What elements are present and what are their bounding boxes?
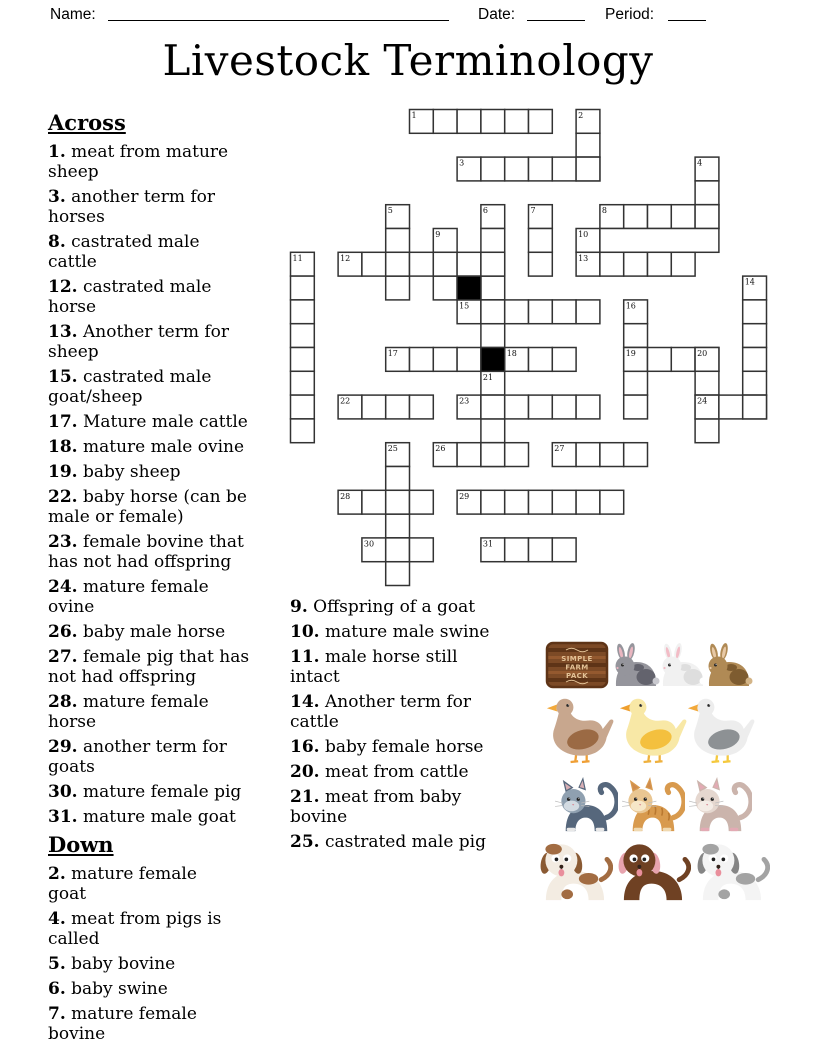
- clue-number: 21.: [290, 787, 320, 807]
- date-label: Date:: [478, 6, 516, 23]
- clue-across-15: 15. castrated male goat/sheep: [48, 367, 212, 407]
- clue-number: 4.: [48, 909, 66, 929]
- clue-number: 15.: [48, 367, 78, 387]
- svg-text:21: 21: [482, 372, 494, 382]
- yellow-duck-image: [618, 694, 690, 766]
- svg-text:PACK: PACK: [565, 672, 589, 680]
- clue-number: 13.: [48, 322, 78, 342]
- svg-text:17: 17: [387, 349, 398, 358]
- name-label: Name:: [50, 6, 96, 23]
- clue-across-1: 1. meat from mature sheep: [48, 142, 229, 182]
- clue-down-5: 5. baby bovine: [48, 954, 176, 974]
- clue-number: 31.: [48, 807, 78, 827]
- clue-across-30: 30. mature female pig: [48, 782, 242, 802]
- white-gray-dog-image: [692, 839, 770, 903]
- clue-across-22: 22. baby horse (can be male or female): [48, 487, 247, 527]
- clue-down-20: 20. meat from cattle: [290, 762, 469, 782]
- svg-text:29: 29: [459, 491, 470, 501]
- clue-number: 27.: [48, 647, 78, 667]
- pink-spotted-cat-image: [688, 776, 752, 834]
- clue-number: 24.: [48, 577, 78, 597]
- clue-across-17: 17. Mature male cattle: [48, 412, 248, 432]
- clue-across-12: 12. castrated male horse: [48, 277, 212, 317]
- gray-rabbit-image: [610, 643, 660, 687]
- brown-rabbit-image: [703, 643, 753, 687]
- clues-left-column: [48, 110, 250, 1049]
- clue-down-25: 25. castrated male pig: [290, 832, 486, 852]
- svg-text:8: 8: [601, 206, 607, 216]
- date-blank-line: [527, 20, 585, 21]
- clue-down-10: 10. mature male swine: [290, 622, 490, 642]
- svg-text:2: 2: [578, 111, 584, 120]
- clue-down-4: 4. meat from pigs is called: [48, 909, 222, 949]
- svg-text:6: 6: [482, 206, 488, 216]
- clue-number: 25.: [290, 832, 320, 852]
- clue-across-29: 29. another term for goats: [48, 737, 227, 777]
- clues-middle-column: [290, 597, 500, 857]
- svg-text:27: 27: [554, 444, 565, 454]
- clue-down-6: 6. baby swine: [48, 979, 168, 999]
- clue-number: 12.: [48, 277, 78, 297]
- clue-number: 9.: [290, 597, 308, 617]
- clue-across-31: 31. mature male goat: [48, 807, 236, 827]
- brown-white-dog-image: [535, 839, 613, 903]
- clue-number: 6.: [48, 979, 66, 999]
- svg-text:20: 20: [697, 349, 708, 358]
- white-goose-image: [686, 694, 758, 766]
- clue-number: 11.: [290, 647, 320, 667]
- svg-text:24: 24: [697, 396, 708, 406]
- clue-number: 28.: [48, 692, 78, 712]
- clue-number: 20.: [290, 762, 320, 782]
- period-label: Period:: [605, 6, 655, 23]
- svg-text:16: 16: [625, 301, 636, 311]
- clue-number: 19.: [48, 462, 78, 482]
- clue-down-9: 9. Offspring of a goat: [290, 597, 476, 617]
- clue-across-3: 3. another term for horses: [48, 187, 216, 227]
- clue-number: 26.: [48, 622, 78, 642]
- svg-text:1: 1: [411, 111, 417, 120]
- clue-number: 1.: [48, 142, 66, 162]
- svg-text:22: 22: [340, 396, 351, 406]
- clue-across-19: 19. baby sheep: [48, 462, 181, 482]
- down-heading: Down: [48, 832, 114, 857]
- worksheet-title: Livestock Terminology: [162, 36, 654, 85]
- clue-number: 2.: [48, 864, 66, 884]
- clue-number: 3.: [48, 187, 66, 207]
- clue-down-11: 11. male horse still intact: [290, 647, 458, 687]
- period-blank-line: [668, 20, 706, 21]
- clue-number: 7.: [48, 1004, 66, 1024]
- clue-number: 8.: [48, 232, 66, 252]
- svg-text:31: 31: [482, 539, 494, 549]
- gray-cat-image: [554, 776, 618, 834]
- svg-text:7: 7: [530, 206, 536, 216]
- clue-across-8: 8. castrated male cattle: [48, 232, 200, 272]
- clue-number: 16.: [290, 737, 320, 757]
- clue-number: 5.: [48, 954, 66, 974]
- across-heading: Across: [48, 110, 126, 135]
- clue-number: 17.: [48, 412, 78, 432]
- clue-down-7: 7. mature female bovine: [48, 1004, 197, 1044]
- brown-duck-image: [545, 694, 617, 766]
- clue-across-27: 27. female pig that has not had offspring: [48, 647, 250, 687]
- clue-number: 14.: [290, 692, 320, 712]
- clue-number: 23.: [48, 532, 78, 552]
- svg-text:5: 5: [387, 206, 393, 216]
- svg-text:25: 25: [387, 444, 398, 454]
- clue-number: 18.: [48, 437, 78, 457]
- svg-text:FARM: FARM: [565, 663, 589, 672]
- simple-farm-pack-sign-image: [545, 641, 609, 689]
- svg-text:18: 18: [506, 349, 517, 358]
- clue-down-16: 16. baby female horse: [290, 737, 484, 757]
- orange-tabby-cat-image: [621, 776, 685, 834]
- svg-text:14: 14: [744, 277, 755, 287]
- clue-down-14: 14. Another term for cattle: [290, 692, 472, 732]
- svg-text:4: 4: [697, 158, 703, 168]
- down-clues-list-right: [290, 597, 500, 852]
- clue-across-28: 28. mature female horse: [48, 692, 209, 732]
- svg-text:10: 10: [578, 230, 589, 239]
- svg-text:23: 23: [459, 396, 470, 406]
- white-rabbit-image: [657, 643, 707, 687]
- clue-across-18: 18. mature male ovine: [48, 437, 245, 457]
- clue-number: 10.: [290, 622, 320, 642]
- down-clues-list-left: [48, 864, 240, 1044]
- clue-across-13: 13. Another term for sheep: [48, 322, 230, 362]
- clue-down-21: 21. meat from baby bovine: [290, 787, 462, 827]
- clue-number: 29.: [48, 737, 78, 757]
- clue-number: 22.: [48, 487, 78, 507]
- svg-text:SIMPLE: SIMPLE: [561, 655, 593, 663]
- chocolate-dog-image: [613, 839, 691, 903]
- svg-text:3: 3: [459, 158, 465, 168]
- across-clues-list: [48, 142, 250, 827]
- clue-number: 30.: [48, 782, 78, 802]
- svg-text:30: 30: [363, 539, 375, 549]
- crossword-grid: [289, 108, 775, 594]
- svg-text:15: 15: [459, 301, 470, 311]
- svg-text:11: 11: [292, 253, 303, 263]
- svg-text:13: 13: [578, 253, 589, 263]
- clue-across-26: 26. baby male horse: [48, 622, 226, 642]
- svg-text:19: 19: [625, 349, 636, 358]
- clue-across-23: 23. female bovine that has not had offspring: [48, 532, 244, 572]
- name-blank-line: [108, 20, 449, 21]
- svg-text:26: 26: [435, 444, 446, 454]
- svg-text:9: 9: [435, 230, 441, 239]
- clue-down-2: 2. mature female goat: [48, 864, 197, 904]
- svg-text:28: 28: [340, 491, 351, 501]
- svg-text:12: 12: [340, 253, 351, 263]
- clue-across-24: 24. mature female ovine: [48, 577, 209, 617]
